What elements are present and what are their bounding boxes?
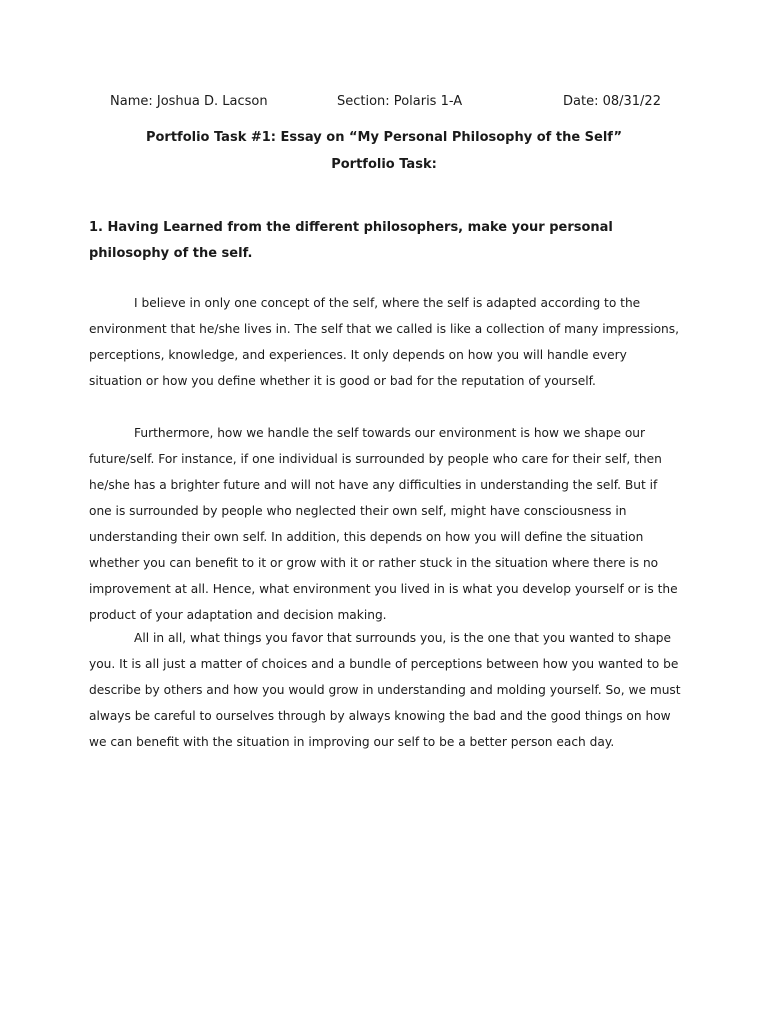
header-row (0, 92, 768, 112)
student-section: Section: Polaris 1-A (337, 94, 463, 109)
document-date: Date: 08/31/22 (563, 94, 661, 109)
task-question: 1. Having Learned from the different philosophers, make your personal philosophy of the self. (89, 220, 613, 261)
document-title: Portfolio Task #1: Essay on “My Personal Philosophy of the Self” (145, 130, 623, 145)
essay-paragraph-3: All in all, what things you favor that surrounds you, is the one that you wanted to shape you. It is all just a matter of choices and a bundle of perceptions between how you wanted to be describe by others and how you would grow in understanding and molding yourself. So, we must always be careful to ourselves through by always knowing the bad and the good things on how we can benefit with the situation in improving our self to be a better person each day. (89, 631, 681, 749)
essay-paragraph-1: I believe in only one concept of the self, where the self is adapted according to the environment that he/she lives in. The self that we called is like a collection of many impressions, perceptions, knowledge, and experiences. It only depends on how you will handle every situation or how you define whether it is good or bad for the reputation of yourself. (89, 296, 679, 388)
student-name: Name: Joshua D. Lacson (110, 94, 268, 109)
essay-paragraph-2: Furthermore, how we handle the self towards our environment is how we shape our future/self. For instance, if one individual is surrounded by people who care for their self, then he/she has a brighter future and will not have any difficulties in understanding the self. But if one is surrounded by people who neglected their own self, might have consciousness in understanding their own self. In addition, this depends on how you will define the situation whether you can benefit to it or grow with it or rather stuck in the situation where there is no improvement at all. Hence, what environment you lived in is what you develop yourself or is the product of your adaptation and decision making. (89, 426, 678, 622)
document-subtitle: Portfolio Task: (331, 157, 437, 172)
